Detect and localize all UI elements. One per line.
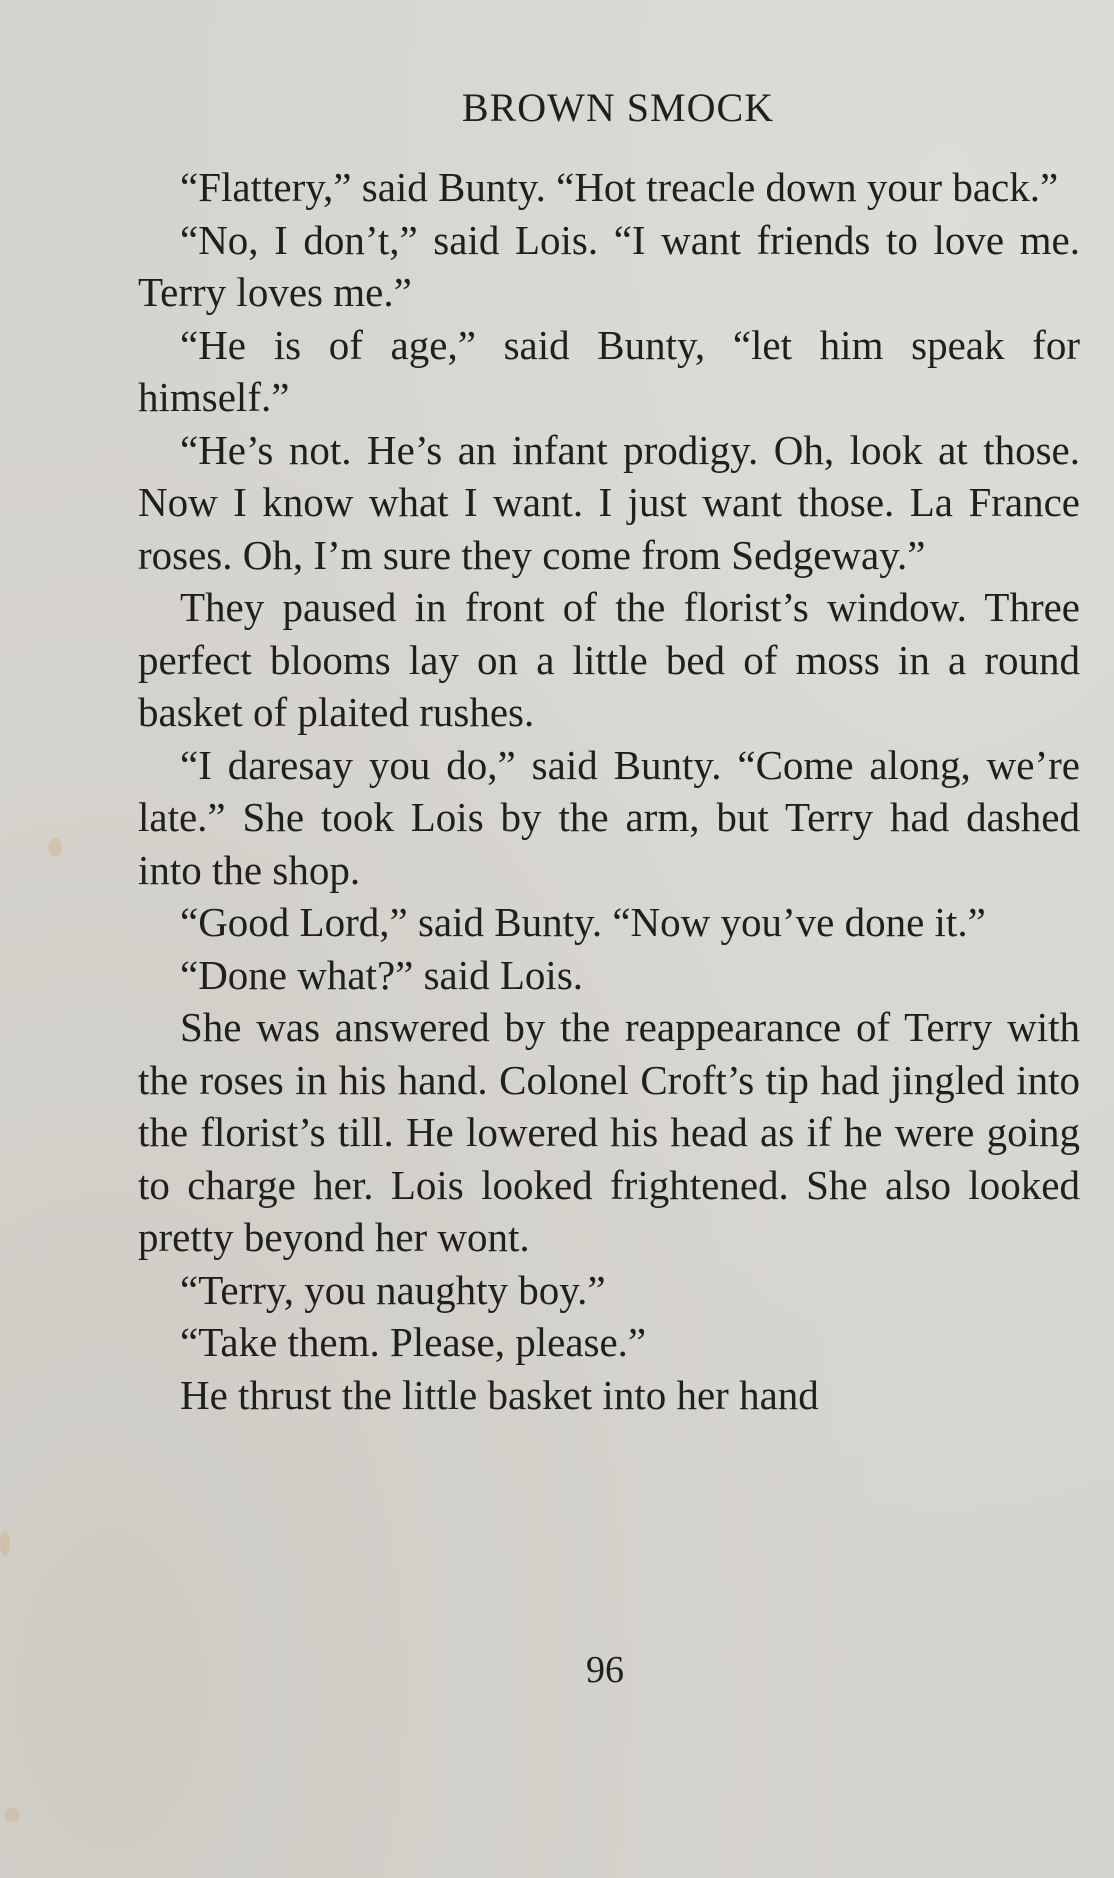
paragraph: “Good Lord,” said Bunty. “Now you’ve done it.” xyxy=(180,899,986,945)
foxing-spot xyxy=(0,1530,10,1556)
paragraph: “Done what?” said Lois. xyxy=(180,951,584,998)
paragraph: “Flattery,” said Bunty. “Hot treacle down your back.” xyxy=(180,164,1059,210)
paragraph: “Terry, you naughty boy.” xyxy=(180,1266,606,1313)
page-number: 96 xyxy=(586,1649,624,1691)
paragraph: He thrust the little basket into her hand xyxy=(180,1371,819,1418)
paragraph: “He is of age,” said Bunty, “let him speak for himself.” xyxy=(138,321,1080,420)
paragraph: She was answered by the reappearance of Terry with the roses in his hand. Colonel Croft’s tip had jingled into the florist’s till. He lowered his head as if he were going to charge her. Lois looked frightened. She also looked pretty beyond her wont. xyxy=(138,1004,1080,1260)
paragraph: “Take them. Please, please.” xyxy=(180,1319,647,1365)
paragraph: “He’s not. He’s an infant prodigy. Oh, look at those. Now I know what I want. I just want those. La France roses. Oh, I’m sure they come from Sedgeway.” xyxy=(138,426,1080,578)
foxing-spot xyxy=(48,838,62,856)
paragraph: “No, I don’t,” said Lois. “I want friends to love me. Terry loves me.” xyxy=(138,216,1080,315)
body-text xyxy=(138,161,1080,1421)
paragraph: “I daresay you do,” said Bunty. “Come along, we’re late.” She took Lois by the arm, but Terry had dashed into the shop. xyxy=(138,741,1080,893)
running-head: BROWN SMOCK xyxy=(461,85,775,130)
paragraph: They paused in front of the florist’s window. Three perfect blooms lay on a little bed of moss in a round basket of plaited rushes. xyxy=(138,584,1080,735)
foxing-spot xyxy=(4,1808,20,1822)
